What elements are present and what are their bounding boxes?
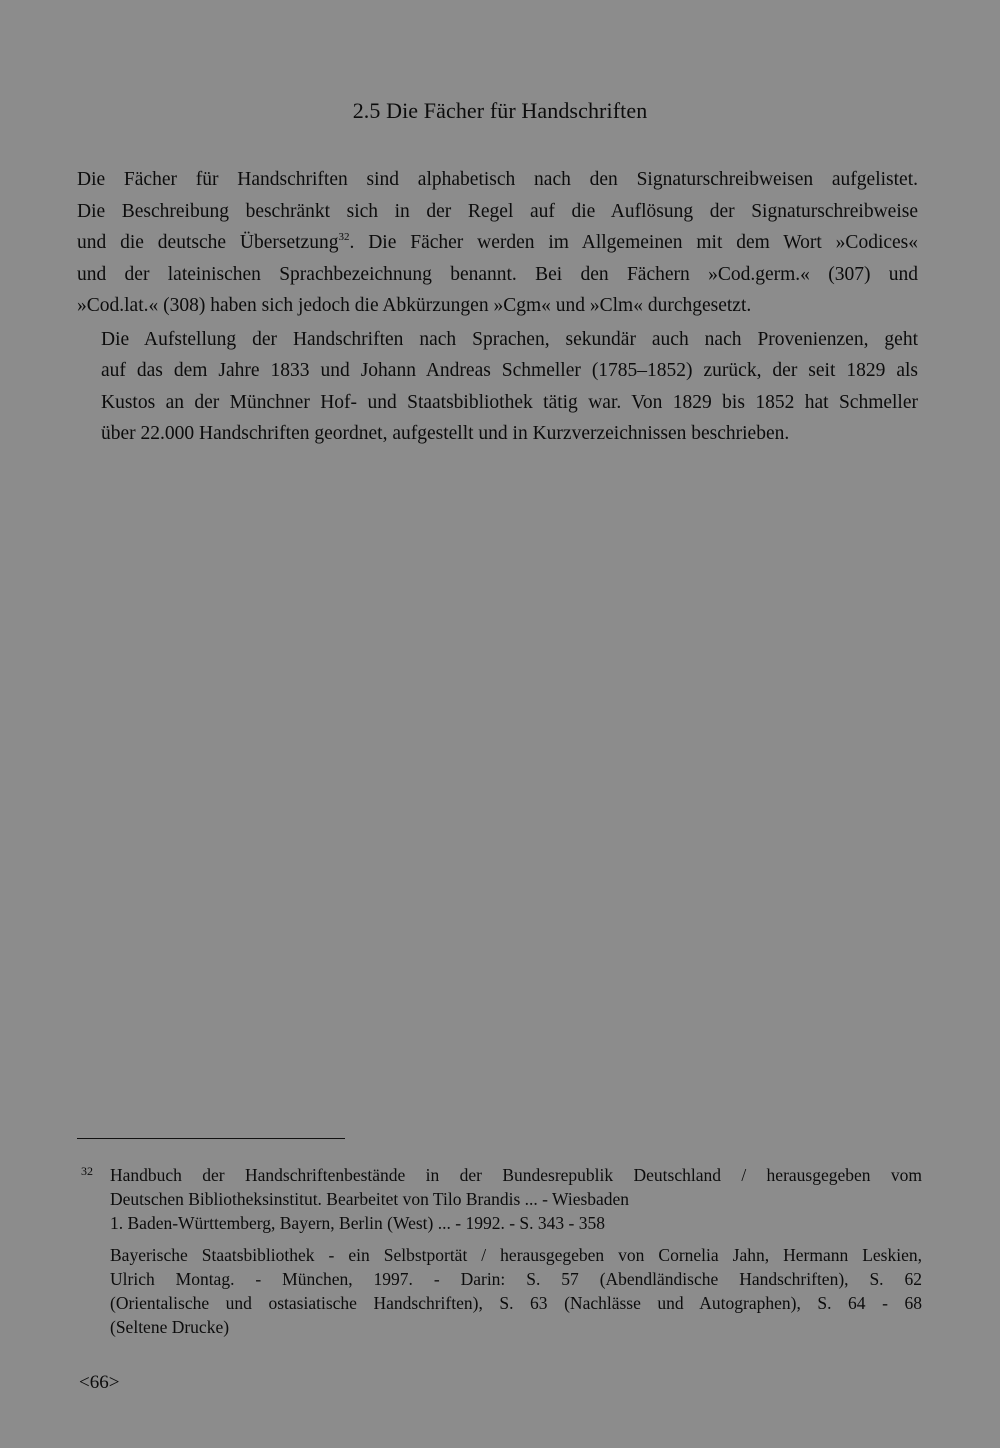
- footnote-32: [77, 1163, 922, 1235]
- footnotes: [77, 1163, 922, 1339]
- footnote-line: Bayerische Staatsbibliothek - ein Selbstportät / herausgegeben von Cornelia Jahn, Hermann Leskien,: [110, 1245, 922, 1265]
- footnote-reference[interactable]: 32: [338, 231, 350, 243]
- paragraph-line: Die Fächer für Handschriften sind alphabetisch nach den Signaturschreibweisen aufgelistet.: [77, 169, 918, 190]
- paragraph-1: [77, 164, 918, 322]
- footnote-32-continuation: [77, 1243, 922, 1339]
- footnote-line: Handbuch der Handschriftenbestände in der Bundesrepublik Deutschland / herausgegeben vom: [110, 1165, 922, 1185]
- paragraph-2: [77, 324, 918, 450]
- footnote-mark: 32: [81, 1164, 93, 1178]
- footnote-line: 1. Baden-Württemberg, Bayern, Berlin (West) ... - 1992. - S. 343 - 358: [110, 1213, 605, 1233]
- paragraph-line: Kustos an der Münchner Hof- und Staatsbibliothek tätig war. Von 1829 bis 1852 hat Schmeller: [101, 391, 918, 413]
- paragraph-line-part: und die deutsche Übersetzung: [77, 232, 339, 253]
- paragraph-line: und der lateinischen Sprachbezeichnung benannt. Bei den Fächern »Cod.germ.« (307) und: [77, 263, 918, 285]
- footnote-line: (Seltene Drucke): [110, 1317, 230, 1337]
- footnote-line: Ulrich Montag. - München, 1997. - Darin: S. 57 (Abendländische Handschriften), S. 62: [110, 1269, 922, 1289]
- paragraph-line: Die Aufstellung der Handschriften nach Sprachen, sekundär auch nach Provenienzen, geht: [101, 328, 918, 350]
- paragraph-line: über 22.000 Handschriften geordnet, aufgestellt und in Kurzverzeichnissen beschrieben.: [101, 423, 790, 444]
- footnote-line: (Orientalische und ostasiatische Handschriften), S. 63 (Nachlässe und Autographen), S. 64 - 68: [110, 1293, 922, 1313]
- section-heading: 2.5 Die Fächer für Handschriften: [352, 98, 648, 123]
- paragraph-line: Die Beschreibung beschränkt sich in der Regel auf die Auflösung der Signaturschreibweise: [77, 200, 918, 222]
- paragraph-line: »Cod.lat.« (308) haben sich jedoch die Abkürzungen »Cgm« und »Clm« durchgesetzt.: [77, 295, 752, 316]
- paragraph-line: [77, 227, 918, 259]
- footnote-line: Deutschen Bibliotheksinstitut. Bearbeitet von Tilo Brandis ... - Wiesbaden: [110, 1189, 630, 1209]
- paragraph-line: auf das dem Jahre 1833 und Johann Andreas Schmeller (1785–1852) zurück, der seit 1829 als: [101, 360, 918, 381]
- body-text: [77, 164, 918, 450]
- footnote-separator: [77, 1138, 345, 1139]
- page-number: <66>: [79, 1372, 120, 1393]
- paragraph-line-part: . Die Fächer werden im Allgemeinen mit dem Wort »Codices«: [349, 232, 919, 253]
